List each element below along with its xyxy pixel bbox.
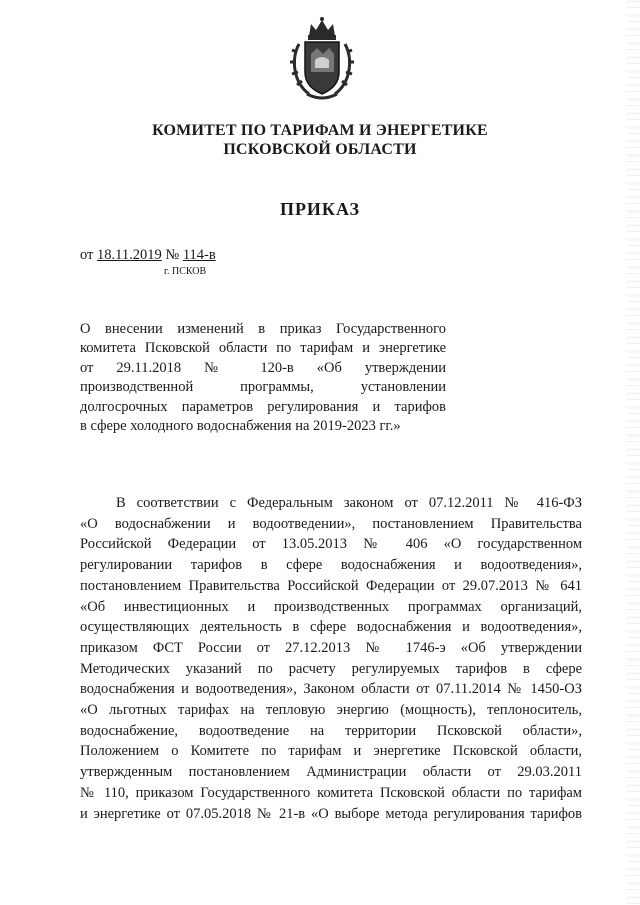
order-prefix: от — [80, 247, 98, 263]
subject-line: комитета Псковской области по тарифам и энергетике — [80, 340, 446, 357]
subject-line: производственной программы, установлении — [80, 379, 446, 396]
body-line: «О льготных тарифах на тепловую энергию (мощность), теплоноситель, — [80, 702, 582, 719]
body-line: осуществляющих деятельность в сфере водоснабжения и водоотведения», — [80, 619, 582, 636]
subject-line: от 29.11.2018 № 120-в «Об утверждении — [80, 359, 446, 376]
order-number: 114-в — [182, 247, 216, 263]
coat-of-arms-emblem — [287, 14, 357, 102]
body-line: постановлением Правительства Российской Федерации от 29.07.2013 № 641 — [80, 577, 582, 594]
order-line — [80, 247, 216, 264]
body-line: утвержденным постановлением Администрации области от 29.03.2011 — [80, 764, 582, 781]
body-line: Российской Федерации от 13.05.2013 № 406 «О государственном — [80, 536, 582, 553]
body-line: и энергетике от 07.05.2018 № 21-в «О выборе метода регулирования тарифов — [80, 805, 582, 822]
subject-line: О внесении изменений в приказ Государственного — [80, 321, 446, 337]
body-line: № 110, приказом Государственного комитета Псковской области по тарифам — [80, 784, 582, 801]
body-line: В соответствии с Федеральным законом от 07.12.2011 № 416-ФЗ — [116, 495, 582, 511]
order-subject — [80, 320, 446, 436]
city-label: г. ПСКОВ — [164, 266, 207, 277]
subject-line: в сфере холодного водоснабжения на 2019-2023 гг.» — [80, 418, 401, 435]
body-line: регулировании тарифов в сфере водоснабжения и водоотведения», — [80, 557, 582, 574]
body-line: Методических указаний по расчету регулируемых тарифов в сфере — [80, 660, 582, 677]
body-line: приказом ФСТ России от 27.12.2013 № 1746-э «Об утверждении — [80, 639, 582, 656]
subject-line: долгосрочных параметров регулирования и тарифов — [80, 398, 446, 415]
body-line: водоснабжения и водоотведения», Законом области от 07.11.2014 № 1450-ОЗ — [80, 681, 582, 698]
body-line: «Об инвестиционных и производственных программах организаций, — [80, 598, 582, 615]
organization-name-line1: КОМИТЕТ ПО ТАРИФАМ И ЭНЕРГЕТИКЕ — [152, 122, 488, 139]
organization-name-line2: ПСКОВСКОЙ ОБЛАСТИ — [223, 141, 417, 158]
order-number-sign: № — [161, 247, 183, 263]
body-paragraph — [80, 493, 582, 824]
body-line: «О водоснабжении и водоотведении», постановлением Правительства — [80, 515, 582, 532]
document-title: ПРИКАЗ — [279, 199, 361, 219]
body-line: Положением о Комитете по тарифам и энергетике Псковской области, — [80, 743, 582, 760]
body-line: водоснабжение, водоотведение на территории Псковской области», — [80, 722, 582, 739]
order-date: 18.11.2019 — [97, 247, 162, 263]
